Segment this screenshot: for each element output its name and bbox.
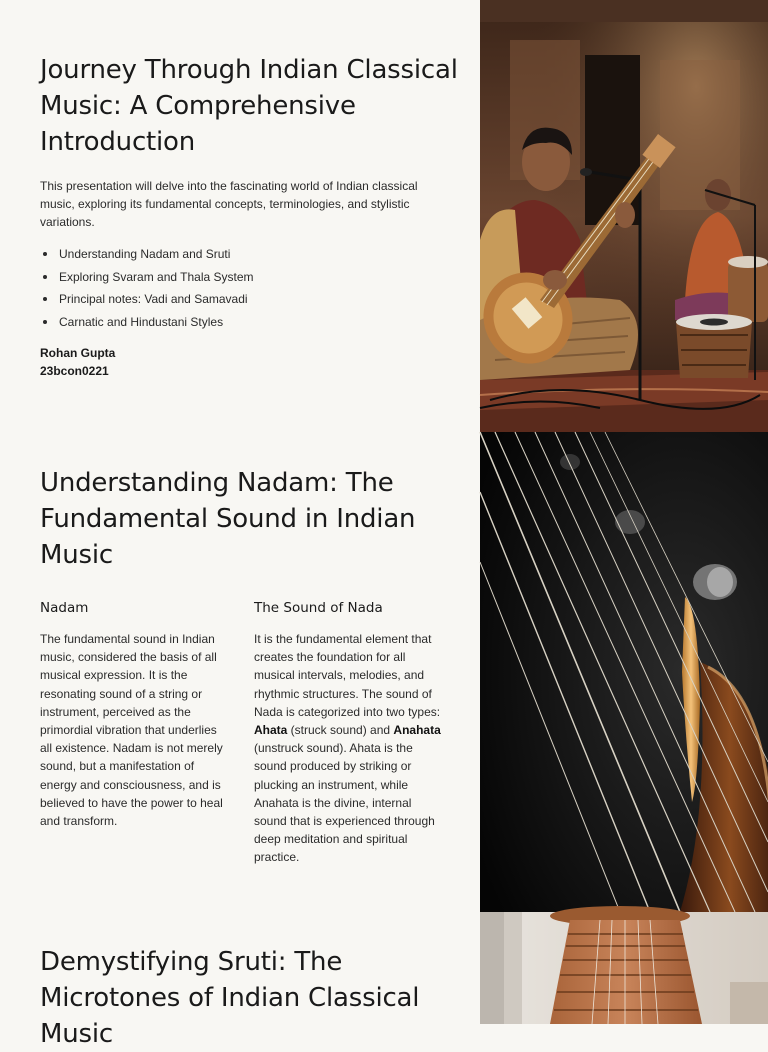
- slide1-title: Journey Through Indian Classical Music: A Comprehensive Introduction: [40, 55, 458, 157]
- sound-of-nada-heading: The Sound of Nada: [254, 600, 383, 616]
- slide3-title: Demystifying Sruti: The Microtones of Indian Classical Music: [40, 947, 420, 1049]
- sound-of-nada-text: It is the fundamental element that creates the foundation for all musical intervals, melodies, and rhythmic structures. The sound of Nada is categorized into two types: Ahata (struck sound) and Anahata (unstruck sound). Ahata is the sound produced by striking or plucking an instrument, while Anahata is the divine, internal sound that is experienced through deep meditation and spiritual practice.: [254, 632, 441, 865]
- author-name: Rohan Gupta: [40, 346, 116, 360]
- fretboard-image: [480, 912, 768, 1024]
- ahata-term: Ahata: [254, 723, 288, 738]
- author-id: 23bcon0221: [40, 364, 109, 378]
- musician-image: [480, 0, 768, 432]
- nadam-heading: Nadam: [40, 600, 89, 616]
- list-item: Carnatic and Hindustani Styles: [40, 314, 254, 337]
- list-item: Exploring Svaram and Thala System: [40, 269, 254, 292]
- image-column: [480, 0, 768, 1024]
- slide2-title: Understanding Nadam: The Fundamental Sound in Indian Music: [40, 468, 416, 570]
- list-item: Understanding Nadam and Sruti: [40, 246, 254, 269]
- slide1-intro: This presentation will delve into the fascinating world of Indian classical music, exploring its fundamental concepts, terminologies, and stylistic variations.: [40, 179, 418, 229]
- slide1-bullet-list: [40, 246, 254, 336]
- anahata-term: Anahata: [393, 723, 441, 738]
- strings-closeup-image: [480, 432, 768, 912]
- list-item: Principal notes: Vadi and Samavadi: [40, 291, 254, 314]
- nadam-text: The fundamental sound in Indian music, considered the basis of all musical expression. It is the resonating sound of a string or instrument, perceived as the primordial vibration that underlies all existence. Nadam is not merely sound, but a manifestation of energy and consciousness, and is believed to have the power to heal and transform.: [40, 632, 223, 829]
